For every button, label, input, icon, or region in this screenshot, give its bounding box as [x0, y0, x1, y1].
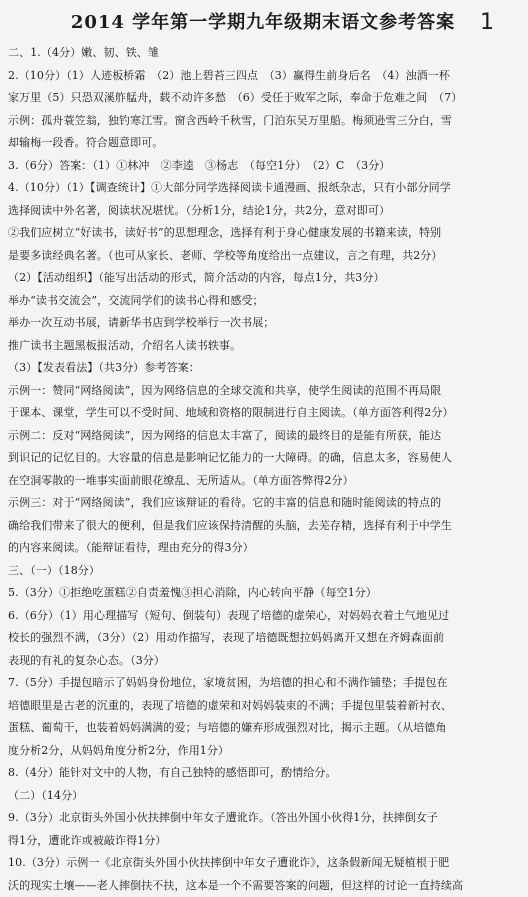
- answer-line: 9.（3分）北京街头外国小伙扶摔倒中年女子遭讹诈。（答出外国小伙得1分，扶摔倒女子: [8, 807, 518, 830]
- answer-line: 6.（6分）（1）用心理描写（短句、倒装句）表现了培德的虚荣心，对妈妈衣着土气地见过: [8, 605, 518, 628]
- answer-line: 度分析2分，从妈妈角度分析2分，作用1分）: [8, 740, 518, 763]
- answer-line: 蛋糕、葡萄干，也装着妈妈满满的爱；与培德的嫌弃形成强烈对比，揭示主题。（从培德角: [8, 717, 518, 740]
- answer-line: 2.（10分）（1）人迹板桥霜 （2）池上碧苔三四点 （3）赢得生前身后名 （4）浊酒一杯: [8, 65, 518, 88]
- answer-line: 示例：孤舟蓑笠翁，独钓寒江雪。窗含西岭千秋雪，门泊东吴万里船。梅须逊雪三分白，雪: [8, 110, 518, 133]
- answer-line: 5.（3分）①拒绝吃蛋糕②自责羞愧③担心消除，内心转向平静（每空1分）: [8, 582, 518, 605]
- answer-line: 8.（4分）能针对文中的人物，有自己独特的感悟即可，酌情给分。: [8, 762, 518, 785]
- answer-line: （2）【活动组织】（能写出活动的形式，简介活动的内容，每点1分，共3分）: [8, 267, 518, 290]
- answer-line: 3.（6分）答案：（1）①林冲 ②李逵 ③杨志 （每空1分） （2）C （3分）: [8, 155, 518, 178]
- answer-line: 的内容来阅读。（能辩证看待，理由充分的得3分）: [8, 537, 518, 560]
- answer-line: 到识记的记忆目的。大容量的信息是影响记忆能力的一大障碍。的确，信息太多，容易使人: [8, 447, 518, 470]
- answer-line: 举办一次互动书展，请新华书店到学校举行一次书展；: [8, 312, 518, 335]
- answer-line: 培德眼里是古老的沉重的，表现了培德的虚荣和对妈妈装束的不满；手提包里装着新衬衣、: [8, 695, 518, 718]
- answer-line: ②我们应树立“好读书，读好书”的思想理念，选择有利于身心健康发展的书籍来读，特别: [8, 222, 518, 245]
- answer-body: [8, 42, 518, 897]
- answer-line: 示例一：赞同“网络阅读”，因为网络信息的全球交流和共享，使学生阅读的范围不再局限: [8, 380, 518, 403]
- answer-line: 推广读书主题黑板报活动，介绍名人读书轶事。: [8, 335, 518, 358]
- answer-line: 示例二：反对“网络阅读”，因为网络的信息太丰富了，阅读的最终目的是能有所获，能达: [8, 425, 518, 448]
- answer-line: 校长的强烈不满，（3分）（2）用动作描写，表现了培德既想拉妈妈离开又想在齐姆森面前: [8, 627, 518, 650]
- answer-line: 得1分，遭讹诈或被敲诈得1分）: [8, 830, 518, 853]
- answer-line: 举办“读书交流会”，交流同学们的读书心得和感受；: [8, 290, 518, 313]
- answer-line: 三、（一）（18分）: [8, 560, 518, 583]
- answer-line: 表现的有礼的复杂心态。（3分）: [8, 650, 518, 673]
- answer-line: 家万里（5）只恐双溪舴艋舟，载不动许多愁 （6）受任于败军之际，奉命于危难之间 （7）: [8, 87, 518, 110]
- answer-line: 沃的现实土壤——老人摔倒扶不扶，这本是一个不需要答案的问题，但这样的讨论一直持续高: [8, 875, 518, 897]
- answer-line: 在空洞零散的一堆事实面前眼花缭乱、无所适从。（单方面答弊得2分）: [8, 470, 518, 493]
- answer-line: 10.（3分）示例一《北京街头外国小伙扶摔倒中年女子遭讹诈》，这条假新闻无疑植根于肥: [8, 852, 518, 875]
- answer-line: （二）（14分）: [8, 785, 518, 808]
- answer-line: 于课本、课堂，学生可以不受时间、地域和资格的限制进行自主阅读。（单方面答利得2分）: [8, 402, 518, 425]
- answer-line: 选择阅读中外名著，阅读状况堪忧。（分析1分，结论1分，共2分，意对即可）: [8, 200, 518, 223]
- answer-line: 7.（5分）手提包暗示了妈妈身份地位，家境贫困，为培德的担心和不满作铺垫；手提包在: [8, 672, 518, 695]
- answer-line: 二、1.（4分）嫩、韧、铁、雏: [8, 42, 518, 65]
- answer-line: （3）【发表看法】（共3分）参考答案：: [8, 357, 518, 380]
- page-number-mark: 1: [480, 8, 494, 38]
- page-title: 2014 学年第一学期九年级期末语文参考答案: [71, 12, 455, 33]
- title-row: [8, 8, 518, 38]
- answer-line: 确给我们带来了很大的便利，但是我们应该保持清醒的头脑，去芜存精，选择有利于中学生: [8, 515, 518, 538]
- answer-line: 示例三：对于“网络阅读”，我们应该辩证的看待。它的丰富的信息和随时能阅读的特点的: [8, 492, 518, 515]
- answer-line: 却输梅一段香。符合题意即可。: [8, 132, 518, 155]
- answer-line: 是要多读经典名著。（也可从家长、老师、学校等角度给出一点建议，言之有理，共2分）: [8, 245, 518, 268]
- answer-line: 4.（10分）（1）【调查统计】①大部分同学选择阅读卡通漫画、报纸杂志，只有小部分同学: [8, 177, 518, 200]
